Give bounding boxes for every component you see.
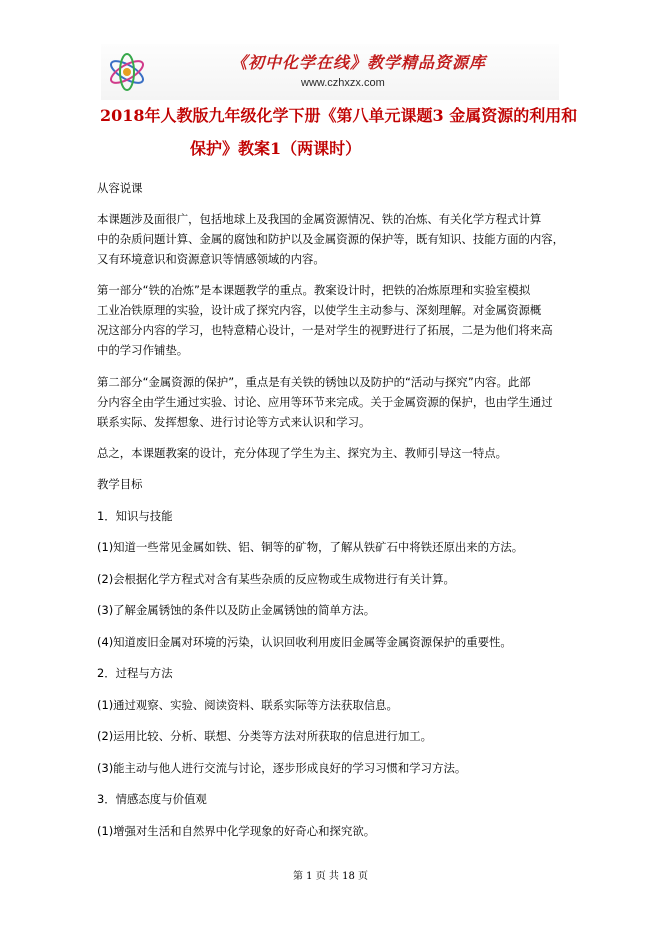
subsection-heading: 2．过程与方法 (97, 666, 173, 680)
document-title-line-2: 保护》教案1（两课时） (190, 139, 362, 158)
paragraph-line: 联系实际、发挥想象、进行讨论等方式来认识和学习。 (97, 415, 371, 429)
paragraph-line: 第一部分“铁的冶炼”是本课题教学的重点。教案设计时，把铁的冶炼原理和实验室模拟 (97, 283, 531, 297)
list-item: (1)通过观察、实验、阅读资料、联系实际等方法获取信息。 (97, 698, 398, 712)
atom-logo-icon (105, 50, 149, 94)
header-banner (101, 44, 559, 100)
paragraph-line: 分内容全由学生通过实验、讨论、应用等环节来完成。关于金属资源的保护，也由学生通过 (97, 395, 553, 409)
banner-title: 《初中化学在线》教学精品资源库 (231, 53, 487, 72)
subsection-heading: 1．知识与技能 (97, 509, 173, 523)
paragraph-line: 本课题涉及面很广，包括地球上及我国的金属资源情况、铁的冶炼、有关化学方程式计算 (97, 212, 542, 226)
paragraph-line: 总之，本课题教案的设计，充分体现了学生为主、探究为主、教师引导这一特点。 (97, 446, 508, 460)
document-title-line-1: 2018年人教版九年级化学下册《第八单元课题3 金属资源的利用和 (100, 106, 578, 125)
paragraph-line: 第二部分“金属资源的保护”，重点是有关铁的锈蚀以及防护的“活动与探究”内容。此部 (97, 375, 531, 389)
list-item: (2)运用比较、分析、联想、分类等方法对所获取的信息进行加工。 (97, 729, 433, 743)
paragraph-line: 工业冶铁原理的实验，设计成了探究内容，以使学生主动参与、深刻理解。对金属资源概 (97, 303, 542, 317)
list-item: (4)知道废旧金属对环境的污染，认识回收利用废旧金属等金属资源保护的重要性。 (97, 635, 512, 649)
subsection-heading: 3．情感态度与价值观 (97, 792, 207, 806)
paragraph-line: 又有环境意识和资源意识等情感领域的内容。 (97, 252, 325, 266)
banner-url: www.czhxzx.com (301, 77, 385, 89)
list-item: (1)增强对生活和自然界中化学现象的好奇心和探究欲。 (97, 824, 376, 838)
section-heading: 教学目标 (97, 477, 143, 491)
page-footer: 第 1 页 共 18 页 (293, 871, 368, 882)
section-heading: 从容说课 (97, 181, 143, 195)
list-item: (3)了解金属锈蚀的条件以及防止金属锈蚀的简单方法。 (97, 603, 376, 617)
list-item: (2)会根据化学方程式对含有某些杂质的反应物或生成物进行有关计算。 (97, 572, 455, 586)
paragraph-line: 中的杂质问题计算、金属的腐蚀和防护以及金属资源的保护等，既有知识、技能方面的内容， (97, 232, 565, 246)
paragraph-line: 中的学习作铺垫。 (97, 343, 189, 357)
list-item: (3)能主动与他人进行交流与讨论，逐步形成良好的学习习惯和学习方法。 (97, 761, 467, 775)
list-item: (1)知道一些常见金属如铁、铝、铜等的矿物，了解从铁矿石中将铁还原出来的方法。 (97, 540, 524, 554)
paragraph-line: 况这部分内容的学习，也特意精心设计，一是对学生的视野进行了拓展，二是为他们将来高 (97, 323, 553, 337)
